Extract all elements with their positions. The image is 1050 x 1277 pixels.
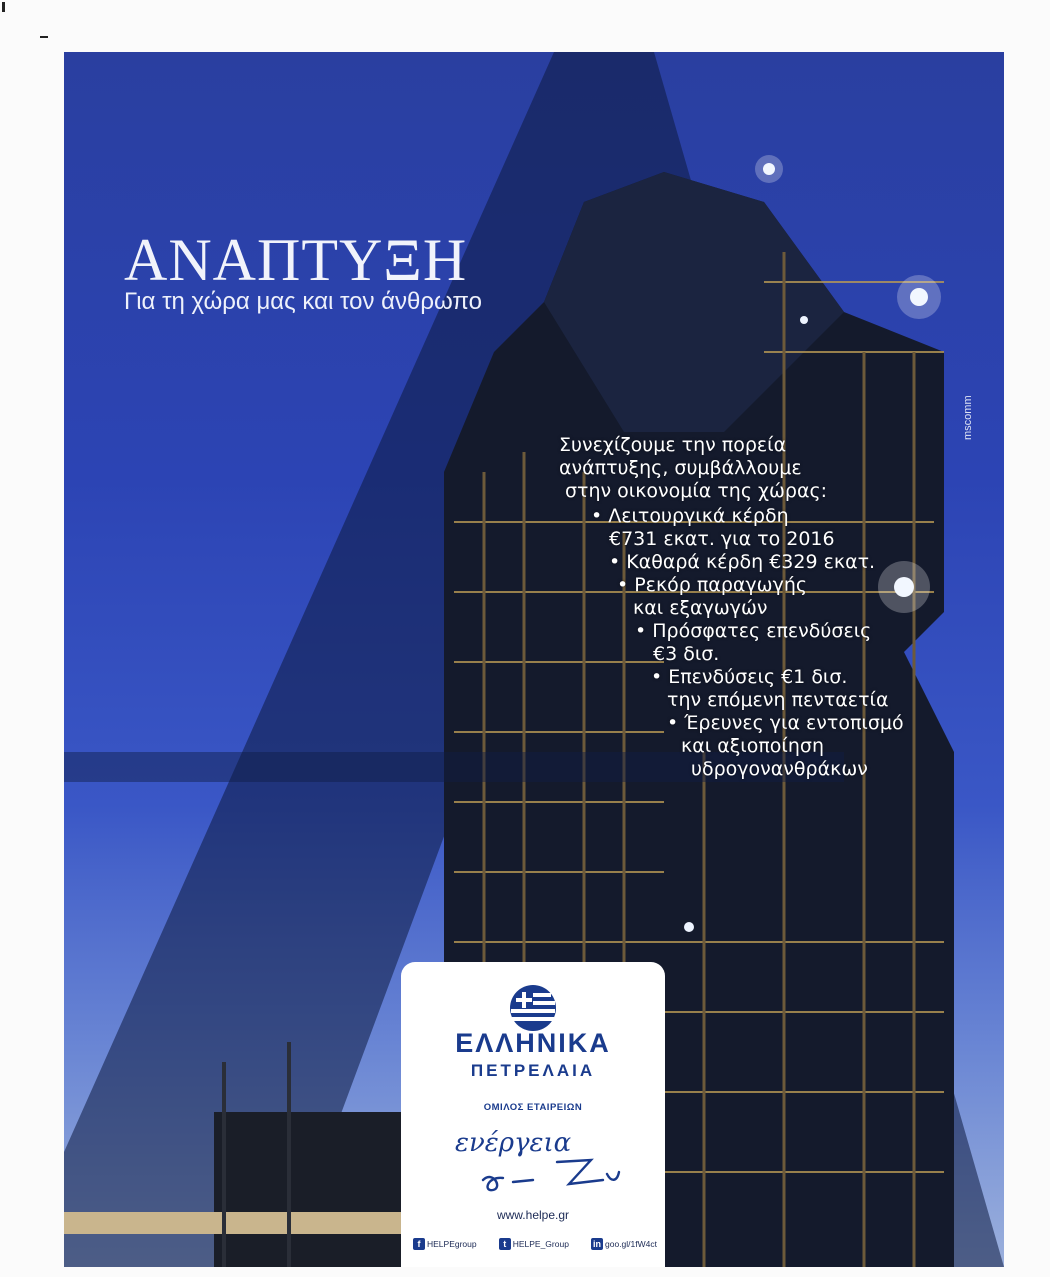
brand-panel xyxy=(401,962,665,1267)
bullet-text: Καθαρά κέρδη €329 εκατ. xyxy=(626,551,876,573)
bullet-glyph: • xyxy=(591,505,603,527)
bullet-item xyxy=(617,574,904,620)
facebook-link[interactable] xyxy=(413,1238,477,1250)
social-label: HELPEgroup xyxy=(427,1239,477,1249)
linkedin-icon: in xyxy=(593,1239,602,1249)
bullet-glyph: • xyxy=(609,551,621,573)
linkedin-link[interactable] xyxy=(591,1238,657,1250)
bullet-text-continued: υδρογονανθράκων xyxy=(691,758,868,780)
social-links xyxy=(413,1238,657,1250)
brand-name-line1: ΕΛΛΗΝΙΚΑ xyxy=(455,1028,611,1058)
helpe-logo-icon xyxy=(509,984,557,1032)
brand-slogan: ενέργεια xyxy=(455,1128,572,1158)
agency-credit: mscomm xyxy=(962,395,974,440)
website-link[interactable]: www.helpe.gr xyxy=(496,1208,570,1222)
bullet-text-continued: την επόμενη πενταετία xyxy=(667,689,889,711)
brand-group: ΟΜΙΛΟΣ ΕΤΑΙΡΕΙΩΝ xyxy=(483,1102,583,1113)
intro-text xyxy=(559,434,904,503)
intro-line: στην οικονομία της χώρας: xyxy=(565,480,828,502)
social-label: HELPE_Group xyxy=(512,1239,569,1249)
signature-scribble xyxy=(473,1150,623,1194)
scan-mark xyxy=(40,36,48,38)
bullet-list xyxy=(559,505,904,781)
bullet-text-continued: και αξιοποίηση xyxy=(681,735,824,757)
intro-line: Συνεχίζουμε την πορεία xyxy=(559,434,787,456)
bullet-glyph: • xyxy=(617,574,629,596)
bullet-item xyxy=(635,620,904,666)
twitter-icon: t xyxy=(499,1238,511,1250)
brand-name-line2: ΠΕΤΡΕΛΑΙΑ xyxy=(470,1061,596,1080)
bullet-glyph: • xyxy=(667,712,679,734)
headline: ΑΝΑΠΤΥΞΗ xyxy=(124,227,468,293)
bullet-text-continued: €731 εκατ. για το 2016 xyxy=(609,528,835,550)
scan-mark xyxy=(2,2,5,12)
bullet-text: Έρευνες για εντοπισμό xyxy=(684,712,904,734)
bullet-item xyxy=(651,666,904,712)
facebook-icon: f xyxy=(413,1238,425,1250)
bullet-text: Ρεκόρ παραγωγής xyxy=(634,574,808,596)
bullet-item xyxy=(609,551,904,574)
twitter-link[interactable] xyxy=(499,1238,569,1250)
bullet-text: Λειτουργικά κέρδη xyxy=(608,505,789,527)
bullet-text: Επενδύσεις €1 δισ. xyxy=(668,666,848,688)
intro-line: ανάπτυξης, συμβάλλουμε xyxy=(559,457,802,479)
bullet-text: Πρόσφατες επενδύσεις xyxy=(652,620,872,642)
advertisement xyxy=(64,52,1004,1267)
bullet-text-continued: και εξαγωγών xyxy=(633,597,768,619)
bullet-text-continued: €3 δισ. xyxy=(653,643,720,665)
bullet-item xyxy=(667,712,904,781)
bullet-glyph: • xyxy=(651,666,663,688)
body-copy xyxy=(559,434,904,781)
social-label: goo.gl/1fW4ct xyxy=(605,1239,657,1249)
bullet-item xyxy=(591,505,904,551)
subheadline: Για τη χώρα μας και τον άνθρωπο xyxy=(124,288,482,315)
bullet-glyph: • xyxy=(635,620,647,642)
